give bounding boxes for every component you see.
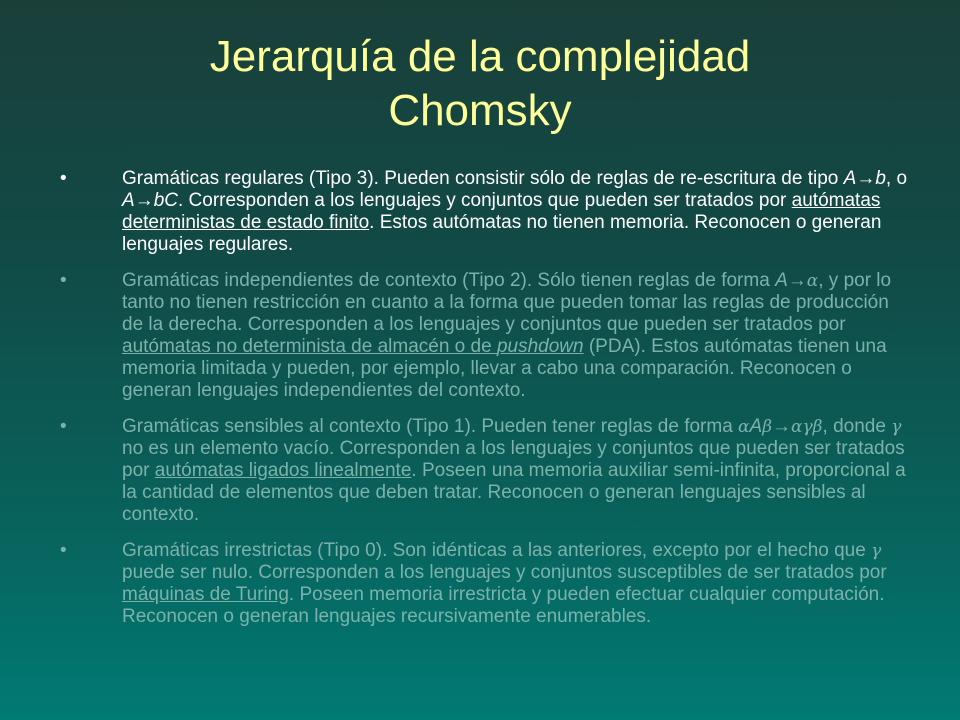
bullet-type-2 — [58, 270, 908, 402]
bullet-type-1 — [58, 416, 908, 526]
bullet-icon: • — [60, 270, 67, 291]
bullet-list — [58, 168, 908, 642]
arrow-symbol: → — [787, 270, 807, 291]
bullet-text: Gramáticas irrestrictas (Tipo 0). Son idénticas a las anteriores, excepto por el hecho que — [122, 540, 872, 561]
link-turing-machines[interactable]: máquinas de Turing — [122, 584, 289, 605]
link-finite-automata[interactable]: autómatas deterministas de estado finito — [122, 190, 881, 233]
bullet-text: , o — [885, 168, 908, 189]
slide-title — [0, 30, 960, 138]
symbol-alpha-gamma-beta: αγβ — [791, 417, 823, 437]
symbol-alpha: α — [806, 271, 819, 291]
bullet-icon: • — [60, 416, 67, 437]
symbol-beta: β — [762, 417, 773, 437]
bullet-icon: • — [60, 168, 67, 189]
bullet-text: Gramáticas independientes de contexto (Tipo 2). Sólo tienen reglas de forma — [122, 270, 776, 291]
bullet-type-3 — [58, 168, 908, 256]
bullet-text: puede ser nulo. Corresponden a los lenguajes y conjuntos susceptibles de ser tratados por — [122, 562, 887, 583]
bullet-type-0 — [58, 540, 908, 628]
link-pushdown-automata[interactable]: autómatas no determinista de almacén o de — [122, 336, 497, 357]
symbol-alpha: α — [738, 417, 750, 437]
link-pushdown-word[interactable]: pushdown — [496, 336, 584, 357]
link-linear-bounded-automata[interactable]: autómatas ligados linealmente — [154, 460, 412, 481]
symbol-A: A — [843, 168, 857, 189]
bullet-text: Gramáticas sensibles al contexto (Tipo 1). Pueden tener reglas de forma — [122, 416, 739, 437]
bullet-text: . Corresponden a los lenguajes y conjuntos que pueden ser tratados por — [177, 190, 792, 211]
symbol-gamma: γ — [891, 417, 902, 437]
arrow-symbol: → — [772, 416, 792, 437]
bullet-text: . Poseen memoria irrestricta y pueden efectuar cualquier computación. Reconocen o generan lenguajes recursivamente enumerables. — [122, 584, 885, 627]
symbol-bC: bC — [153, 190, 178, 211]
bullet-text: . Poseen una memoria auxiliar semi-infinita, proporcional a la cantidad de elementos que deben tratar. Reconocen o generan lenguajes sensibles al contexto. — [122, 460, 906, 525]
symbol-A: A — [749, 416, 763, 437]
bullet-text: (PDA). Estos autómatas tienen una memoria limitada y pueden, por ejemplo, llevar a cabo una comparación. Reconocen o generan lenguajes independientes del contexto. — [122, 336, 887, 401]
bullet-text: . Estos autómatas no tienen memoria. Reconocen o generan lenguajes regulares. — [122, 212, 882, 255]
slide-title-line-1: Jerarquía de la complejidad — [209, 32, 751, 81]
symbol-b: b — [875, 168, 886, 189]
bullet-text: , donde — [822, 416, 892, 437]
slide-title-line-2: Chomsky — [388, 86, 572, 135]
symbol-gamma: γ — [871, 541, 882, 561]
arrow-symbol: → — [856, 168, 876, 189]
bullet-text: , y por lo tanto no tienen restricción en cuanto a la forma que pueden tomar las reglas de producción de la derecha. Corresponden a los lenguajes y conjuntos que pueden ser tratados por — [122, 270, 892, 335]
symbol-A: A — [122, 190, 135, 211]
arrow-symbol: → — [134, 190, 154, 211]
bullet-icon: • — [60, 540, 67, 561]
bullet-text: no es un elemento vacío. Corresponden a los lenguajes y conjuntos que pueden ser tratados por — [122, 438, 905, 481]
bullet-text: Gramáticas regulares (Tipo 3). Pueden consistir sólo de reglas de re-escritura de tipo — [122, 168, 844, 189]
symbol-A: A — [775, 270, 788, 291]
